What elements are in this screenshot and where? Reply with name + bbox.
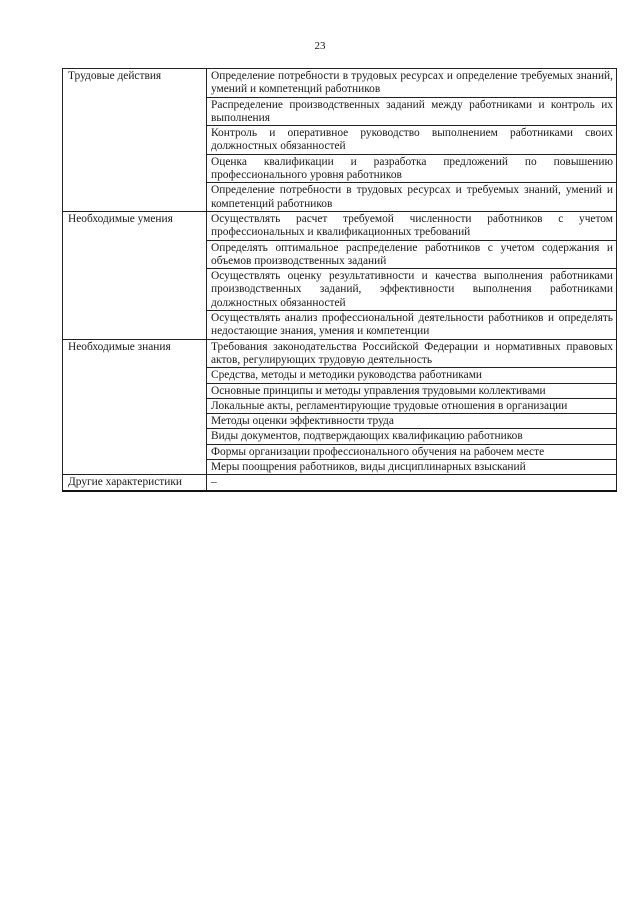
group-label-other-characteristics: Другие характеристики [63, 475, 207, 491]
table-cell: Основные принципы и методы управления трудовыми коллективами [207, 383, 617, 398]
table-cell: Распределение производственных заданий между работниками и контроль их выполнения [207, 97, 617, 126]
table-row [63, 69, 617, 98]
table-row [63, 211, 617, 240]
table-cell: Определять оптимальное распределение работников с учетом содержания и объемов производственных заданий [207, 240, 617, 269]
competency-table [62, 68, 617, 492]
table-cell: Методы оценки эффективности труда [207, 414, 617, 429]
table-row [63, 475, 617, 491]
table-cell: Локальные акты, регламентирующие трудовые отношения в организации [207, 398, 617, 413]
group-label-required-skills: Необходимые умения [63, 211, 207, 339]
table-cell: Оценка квалификации и разработка предложений по повышению профессионального уровня работников [207, 154, 617, 183]
group-label-required-knowledge: Необходимые знания [63, 339, 207, 475]
table-cell: – [207, 475, 617, 491]
table-cell: Требования законодательства Российской Федерации и нормативных правовых актов, регулирующих трудовую деятельность [207, 339, 617, 368]
table-cell: Формы организации профессионального обучения на рабочем месте [207, 444, 617, 459]
table-cell: Контроль и оперативное руководство выполнением работниками своих должностных обязанностей [207, 126, 617, 155]
table-cell: Осуществлять анализ профессиональной деятельности работников и определять недостающие знания, умения и компетенции [207, 311, 617, 340]
table-cell: Осуществлять расчет требуемой численности работников с учетом профессиональных и квалификационных требований [207, 211, 617, 240]
table-row [63, 339, 617, 368]
page-number: 23 [314, 40, 326, 52]
table-cell: Меры поощрения работников, виды дисциплинарных взысканий [207, 460, 617, 475]
group-label-labor-actions: Трудовые действия [63, 69, 207, 212]
competency-table-body [63, 69, 617, 491]
table-cell: Осуществлять оценку результативности и качества выполнения работниками производственных заданий, эффективности выполнения работниками должностных обязанностей [207, 269, 617, 311]
table-cell: Определение потребности в трудовых ресурсах и требуемых знаний, умений и компетенций работников [207, 183, 617, 212]
table-cell: Определение потребности в трудовых ресурсах и определение требуемых знаний, умений и компетенций работников [207, 69, 617, 98]
table-cell: Виды документов, подтверждающих квалификацию работников [207, 429, 617, 444]
table-cell: Средства, методы и методики руководства работниками [207, 368, 617, 383]
